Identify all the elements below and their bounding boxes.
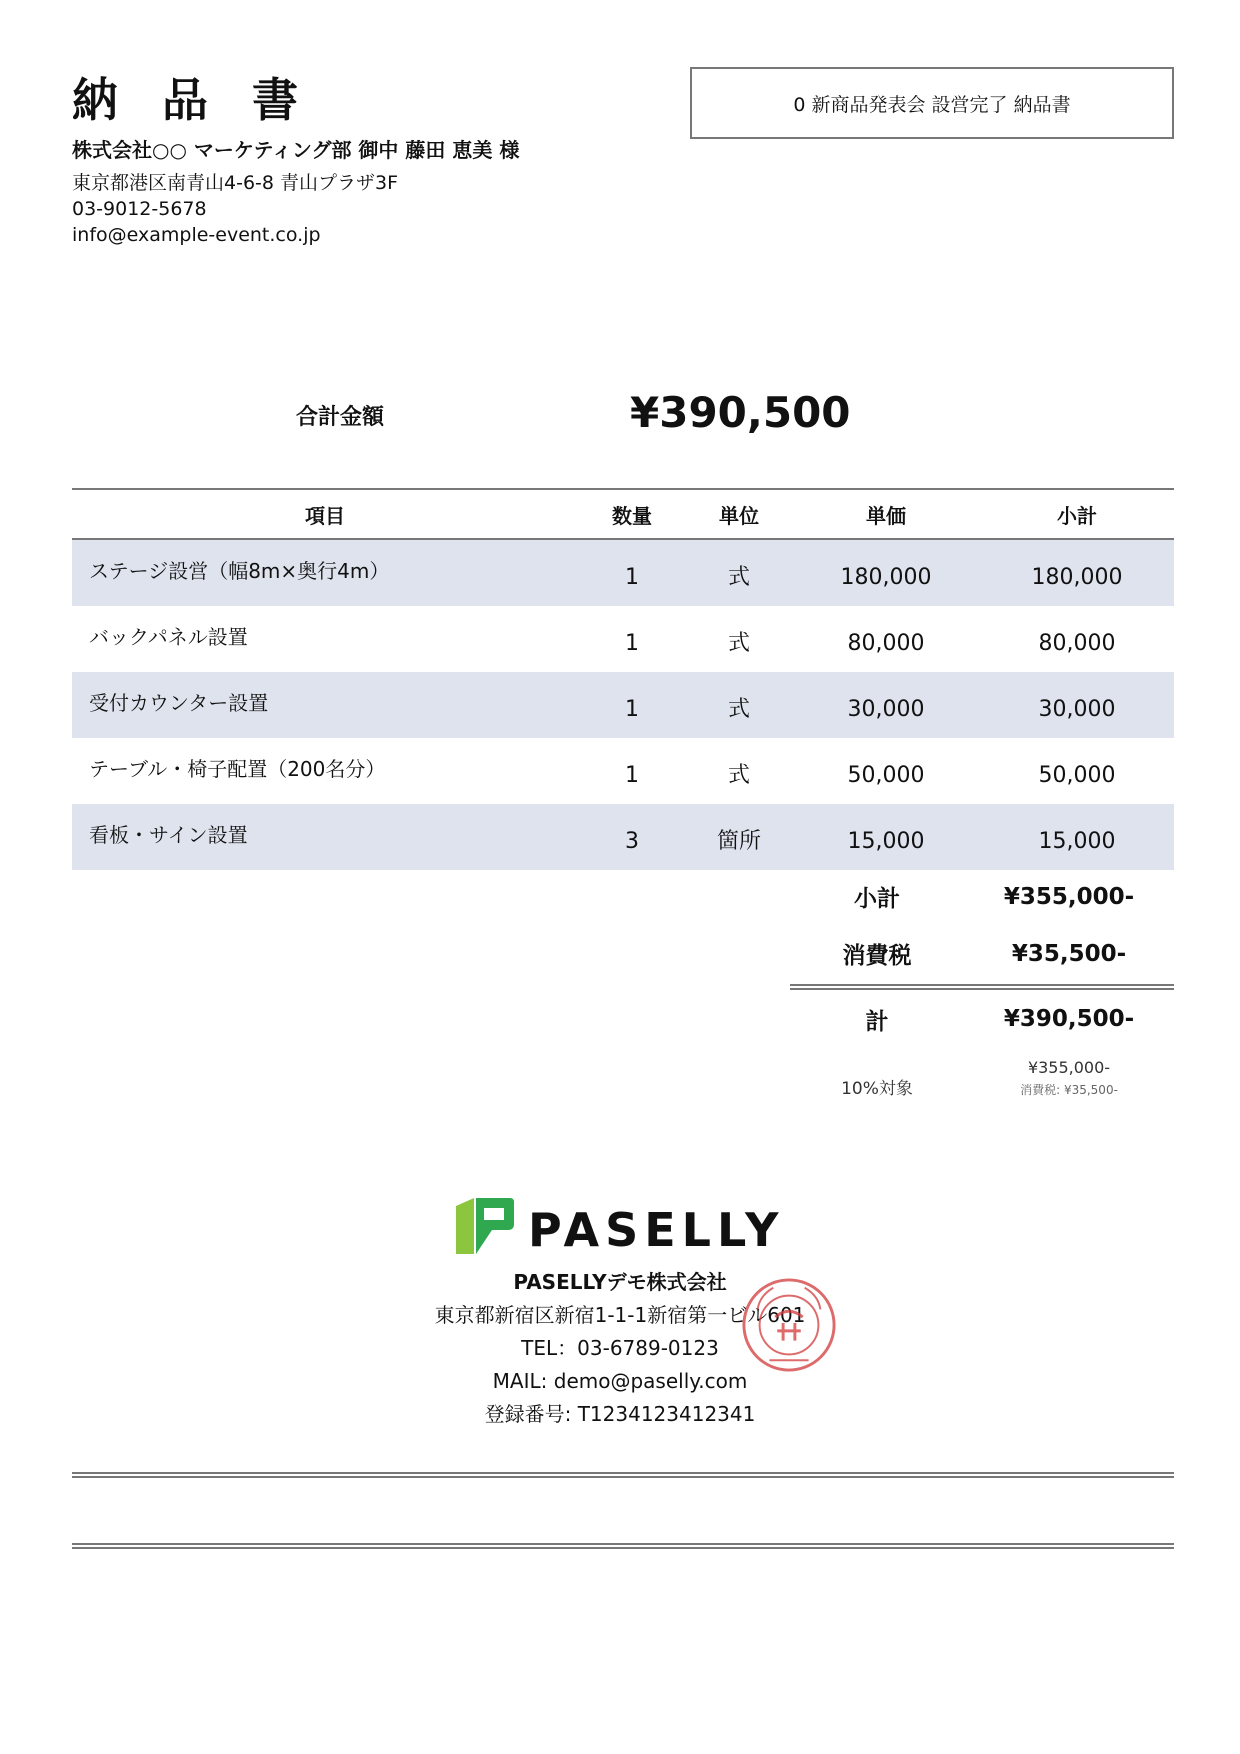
row-qty: 1 [625, 763, 639, 788]
table-row [72, 738, 1174, 804]
row-subtotal: 30,000 [1038, 697, 1116, 722]
row-unit: 式 [727, 631, 750, 656]
table-row [72, 804, 1174, 870]
row-price: 180,000 [840, 565, 932, 590]
logo-mark-icon [456, 1198, 514, 1254]
row-subtotal: 50,000 [1038, 763, 1116, 788]
summary-subtotal-label: 小計 [854, 886, 900, 912]
paselly-logo [454, 1194, 788, 1256]
total-amount-label: 合計金額 [296, 405, 385, 430]
row-price: 50,000 [847, 763, 925, 788]
company-seal-icon [740, 1276, 838, 1374]
header-qty: 数量 [612, 503, 652, 528]
summary-total-row [790, 990, 1174, 1048]
row-subtotal: 80,000 [1038, 631, 1116, 656]
row-unit: 式 [727, 697, 750, 722]
issuer-address: 東京都新宿区新宿1-1-1新宿第一ビル601 [434, 1303, 806, 1327]
header-item: 項目 [305, 503, 345, 528]
items-table-header [72, 490, 1174, 540]
issuer-registration: 登録番号: T1234123412341 [484, 1402, 756, 1426]
summary-subtotal-value: ¥355,000- [1003, 883, 1135, 910]
document-title: 納品書 [72, 73, 342, 127]
recipient-address: 東京都港区南青山4-6-8 青山プラザ3F [72, 172, 399, 194]
recipient-phone: 03-9012-5678 [72, 198, 207, 220]
row-unit: 箇所 [716, 829, 761, 854]
row-item: テーブル・椅子配置（200名分） [89, 757, 386, 781]
row-unit: 式 [727, 565, 750, 590]
header-subtotal: 小計 [1057, 503, 1097, 528]
header-unit: 単位 [719, 503, 759, 528]
logo-wordmark: PASELLY [528, 1203, 785, 1256]
recipient-contact [72, 170, 398, 248]
row-price: 30,000 [847, 697, 925, 722]
row-price: 80,000 [847, 631, 925, 656]
summary-total-label: 計 [865, 1008, 889, 1035]
summary-block [790, 868, 1174, 1100]
recipient-email: info@example-event.co.jp [72, 224, 321, 246]
items-table [72, 488, 1174, 870]
subject-text: 0 新商品発表会 設営完了 納品書 [793, 93, 1071, 116]
footer-divider-top [72, 1472, 1174, 1478]
issuer-mail: MAIL: demo@paselly.com [492, 1369, 748, 1393]
row-qty: 1 [625, 697, 639, 722]
summary-tax-label: 消費税 [842, 943, 912, 969]
row-subtotal: 180,000 [1031, 565, 1123, 590]
summary-tax-value: ¥35,500- [1011, 940, 1127, 967]
tax-rate-label: 10%対象 [841, 1079, 913, 1099]
tax-breakdown-row [790, 1056, 1174, 1100]
row-item: ステージ設営（幅8m×奥行4m） [89, 559, 390, 583]
recipient-name: 株式会社○○ マーケティング部 御中 藤田 恵美 様 [72, 138, 520, 162]
footer-divider-bottom [72, 1543, 1174, 1549]
header-price: 単価 [866, 503, 906, 528]
row-item: 看板・サイン設置 [89, 823, 248, 847]
table-row [72, 606, 1174, 672]
row-qty: 3 [625, 829, 639, 854]
table-row [72, 672, 1174, 738]
total-amount-value: ¥390,500 [630, 388, 851, 437]
issuer-name: PASELLYデモ株式会社 [513, 1270, 727, 1294]
table-row [72, 540, 1174, 606]
tax-amount-value: 消費税: ¥35,500- [1020, 1083, 1118, 1097]
issuer-tel: TEL：03-6789-0123 [521, 1336, 719, 1360]
row-qty: 1 [625, 565, 639, 590]
summary-tax-row [790, 925, 1174, 982]
subject-box [690, 67, 1174, 139]
row-item: バックパネル設置 [89, 625, 248, 649]
row-unit: 式 [727, 763, 750, 788]
tax-base-value: ¥355,000- [1027, 1058, 1111, 1077]
issuer-block [0, 1266, 1240, 1431]
summary-subtotal-row [790, 868, 1174, 925]
row-qty: 1 [625, 631, 639, 656]
row-item: 受付カウンター設置 [89, 691, 269, 715]
row-subtotal: 15,000 [1038, 829, 1116, 854]
tax-breakdown-values [964, 1056, 1174, 1100]
summary-total-value: ¥390,500- [1003, 1006, 1135, 1032]
row-price: 15,000 [847, 829, 925, 854]
